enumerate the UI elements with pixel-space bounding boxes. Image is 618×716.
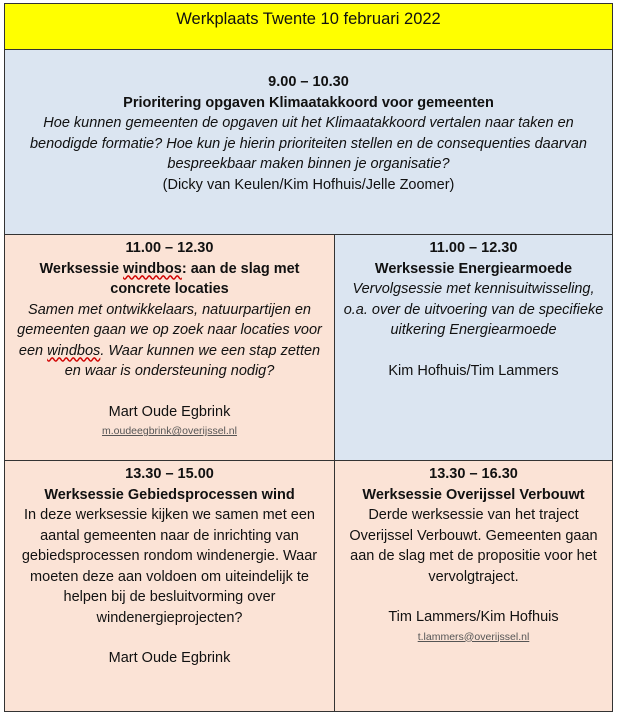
session-description-line: windenergieprojecten? (96, 609, 243, 626)
session-title-line: concrete locaties (110, 281, 229, 297)
session-description-line: een windbos. Waar kunnen we een stap zetten (18, 342, 321, 359)
session-description-line: In deze werksessie kijken we samen met een (24, 507, 315, 523)
session-time: 11.00 – 12.30 (429, 240, 518, 256)
session-title: Prioritering opgaven Klimaatakkoord voor gemeenten (123, 94, 494, 111)
session-description-line: aan de slag met de propositie voor het (350, 548, 597, 564)
session-description-line: en waar is ondersteuning nodig? (64, 363, 275, 379)
session-title: Werksessie Gebiedsprocessen wind (44, 486, 295, 503)
session-windbos-cell (4, 234, 335, 461)
speaker-email-link[interactable]: m.oudeegbrink@overijssel.nl (102, 425, 237, 437)
session-verbouwt-cell (334, 460, 613, 712)
session-description-line: Vervolgsessie met kennisuitwisseling, (352, 281, 595, 297)
session-description-line: benodigde formatie? Hoe kun je hierin prioriteiten stellen en de consequenties daarvan (29, 135, 587, 152)
session-description-line: o.a. over de uitvoering van de specifieke (343, 301, 604, 318)
session-title: Werksessie Overijssel Verbouwt (362, 486, 585, 503)
session-description-line: Derde werksessie van het traject (368, 507, 579, 523)
session-speaker: Mart Oude Egbrink (108, 403, 231, 420)
session-title: Werksessie Energiearmoede (374, 260, 573, 277)
session-description-line: Samen met ontwikkelaars, natuurpartijen en (28, 301, 311, 318)
session-description-line: aantal gemeenten naar de inrichting van (40, 527, 299, 544)
session-description-line: Hoe kunnen gemeenten de opgaven uit het Klimaatakkoord vertalen naar taken en (43, 115, 574, 131)
session-speakers: Tim Lammers/Kim Hofhuis (388, 609, 559, 625)
session-prioritering-cell (4, 49, 613, 235)
session-description-line: gemeenten gaan we op zoek naar locaties voor (17, 322, 322, 338)
session-time: 9.00 – 10.30 (268, 74, 349, 90)
session-description-line: helpen bij de besluitvorming over (63, 589, 276, 605)
session-description-line: moeten deze aan voldoen om uiteindelijk te (30, 568, 309, 585)
session-title: Werksessie windbos: aan de slag met (39, 260, 300, 277)
session-description-line: bespreekbaar maken binnen je organisatie? (167, 156, 450, 172)
session-time: 13.30 – 15.00 (125, 466, 214, 482)
session-time: 13.30 – 16.30 (429, 466, 518, 482)
schedule-table (4, 3, 613, 712)
session-time: 11.00 – 12.30 (125, 240, 214, 256)
spelling-flagged-word: windbos (47, 342, 101, 359)
session-description-line: vervolgtraject. (428, 568, 519, 585)
session-speakers: (Dicky van Keulen/Kim Hofhuis/Jelle Zoomer) (162, 176, 455, 193)
session-gebiedsprocessen-cell (4, 460, 335, 712)
session-description-line: Overijssel Verbouwt. Gemeenten gaan (349, 527, 598, 544)
spelling-flagged-word: windbos (123, 260, 182, 277)
session-description-line: gebiedsprocessen rondom windenergie. Waar (21, 548, 318, 564)
session-energiearmoede-cell (334, 234, 613, 461)
session-description-line: uitkering Energiearmoede (390, 322, 557, 338)
schedule-title: Werkplaats Twente 10 februari 2022 (176, 10, 441, 28)
session-speakers: Kim Hofhuis/Tim Lammers (388, 362, 559, 379)
speaker-email-link[interactable]: t.lammers@overijssel.nl (417, 630, 530, 643)
session-speaker: Mart Oude Egbrink (108, 650, 231, 666)
schedule-title-cell (4, 3, 613, 50)
